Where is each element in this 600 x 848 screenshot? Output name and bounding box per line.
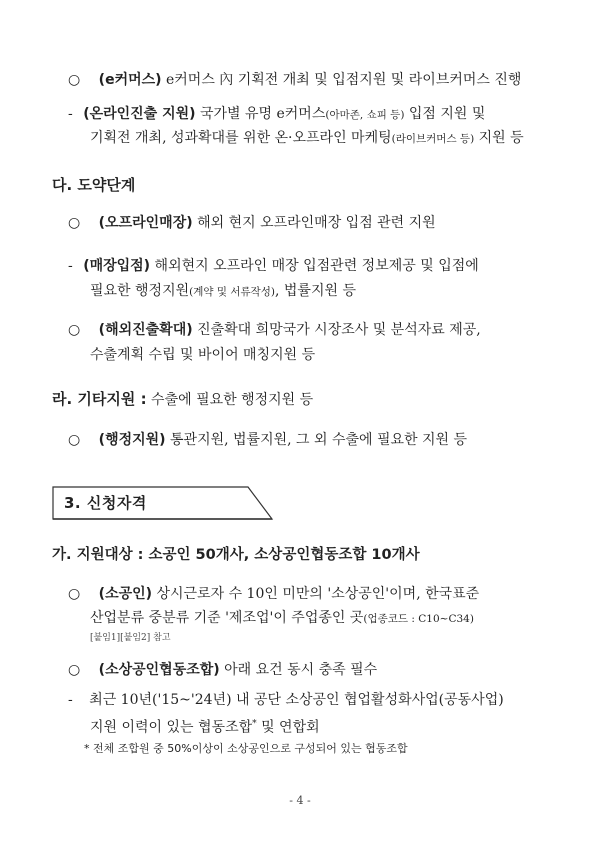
line-text-end: , 법률지원 등: [275, 283, 356, 299]
dash-bullet: -: [68, 258, 73, 274]
attachment-reference: [붙임1][붙임2] 참고: [90, 633, 171, 643]
line-text: 기획전 개최, 성과확대를 위한 온·오프라인 마케팅: [90, 130, 392, 146]
coop-sub-item: [68, 690, 504, 710]
online-entry-line2: [90, 128, 524, 149]
item-text: 해외현지 오프라인 매장 입점관련 정보제공 및 입점에: [150, 258, 479, 274]
item-text: 아래 요건 동시 충족 필수: [219, 662, 378, 678]
page-number: - 4 -: [289, 794, 311, 807]
small-biz-line2: [90, 608, 474, 629]
circle-bullet: ○: [68, 322, 81, 338]
footnote-marker: *: [252, 719, 257, 729]
item-label: (소상공인협동조합): [98, 662, 220, 678]
line-text-end: 지원 등: [474, 130, 524, 146]
item-label: (매장입점): [83, 258, 151, 274]
sub-text: 최근 10년('15~'24년) 내 공단 소상공인 협업활성화사업(공동사업): [89, 692, 504, 708]
item-text: e커머스 內 기획전 개최 및 입점지원 및 라이브커머스 진행: [161, 72, 522, 88]
item-text: 통관지원, 법률지원, 그 외 수출에 필요한 지원 등: [165, 432, 468, 448]
circle-bullet: ○: [68, 662, 81, 678]
line-text: 산업분류 중분류 기준 '제조업'이 주업종인 곳: [90, 610, 364, 626]
circle-bullet: ○: [68, 432, 81, 448]
line-text: 지원 이력이 있는 협동조합: [90, 719, 253, 736]
coop-sub-line2: [90, 714, 320, 738]
circle-bullet: ○: [68, 215, 81, 231]
section-3-header: [52, 486, 272, 518]
circle-bullet: ○: [68, 586, 81, 602]
online-entry-item: [68, 104, 485, 125]
line-text-end: 및 연합회: [256, 719, 320, 736]
item-label: (온라인진출 지원): [83, 106, 196, 122]
item-label: (해외진출확대): [98, 322, 193, 338]
item-text: 국가별 유명 e커머스: [195, 106, 326, 122]
item-text: 상시근로자 수 10인 미만의 '소상공인'이며, 한국표준: [152, 586, 480, 602]
section-3-title: 3. 신청자격: [64, 494, 147, 512]
store-entry-line2: [90, 281, 356, 302]
footnote: * 전체 조합원 중 50%이상이 소상공인으로 구성되어 있는 협동조합: [84, 742, 408, 755]
item-note: (라이브커머스 등): [391, 133, 475, 145]
item-label: (오프라인매장): [98, 215, 193, 231]
overseas-item: [68, 320, 481, 340]
item-note: (업종코드 : C10∼C34): [363, 613, 474, 625]
dash-bullet: -: [68, 692, 73, 708]
section-r-text: 수출에 필요한 행정지원 등: [146, 392, 314, 408]
section-r-title: [52, 388, 313, 410]
item-text: 해외 현지 오프라인매장 입점 관련 지원: [192, 215, 436, 231]
small-biz-item: [68, 584, 479, 604]
item-label: (e커머스): [98, 72, 162, 88]
section-d-title: 다. 도약단계: [52, 176, 136, 194]
coop-item: [68, 660, 377, 680]
dash-bullet: -: [68, 106, 73, 122]
overseas-line2: 수출계획 수립 및 바이어 매칭지원 등: [90, 347, 316, 363]
offline-item: [68, 213, 436, 233]
line-text: 필요한 행정지원: [90, 283, 190, 299]
item-note: (계약 및 서류작성): [189, 286, 275, 298]
item-text: 진출확대 희망국가 시장조사 및 분석자료 제공,: [192, 322, 481, 338]
target-title: 가. 지원대상 : 소공인 50개사, 소상공인협동조합 10개사: [52, 547, 420, 563]
section-r-heading: 라. 기타지원 :: [52, 390, 147, 408]
item-label: (행정지원): [98, 432, 166, 448]
store-entry-item: [68, 256, 479, 276]
admin-item: [68, 430, 467, 450]
circle-bullet: ○: [68, 72, 81, 88]
item-text-cont: 입점 지원 및: [404, 106, 486, 122]
ecommerce-item: [68, 70, 521, 90]
item-label: (소공인): [98, 586, 153, 602]
item-note: (아마존, 쇼피 등): [325, 109, 405, 121]
